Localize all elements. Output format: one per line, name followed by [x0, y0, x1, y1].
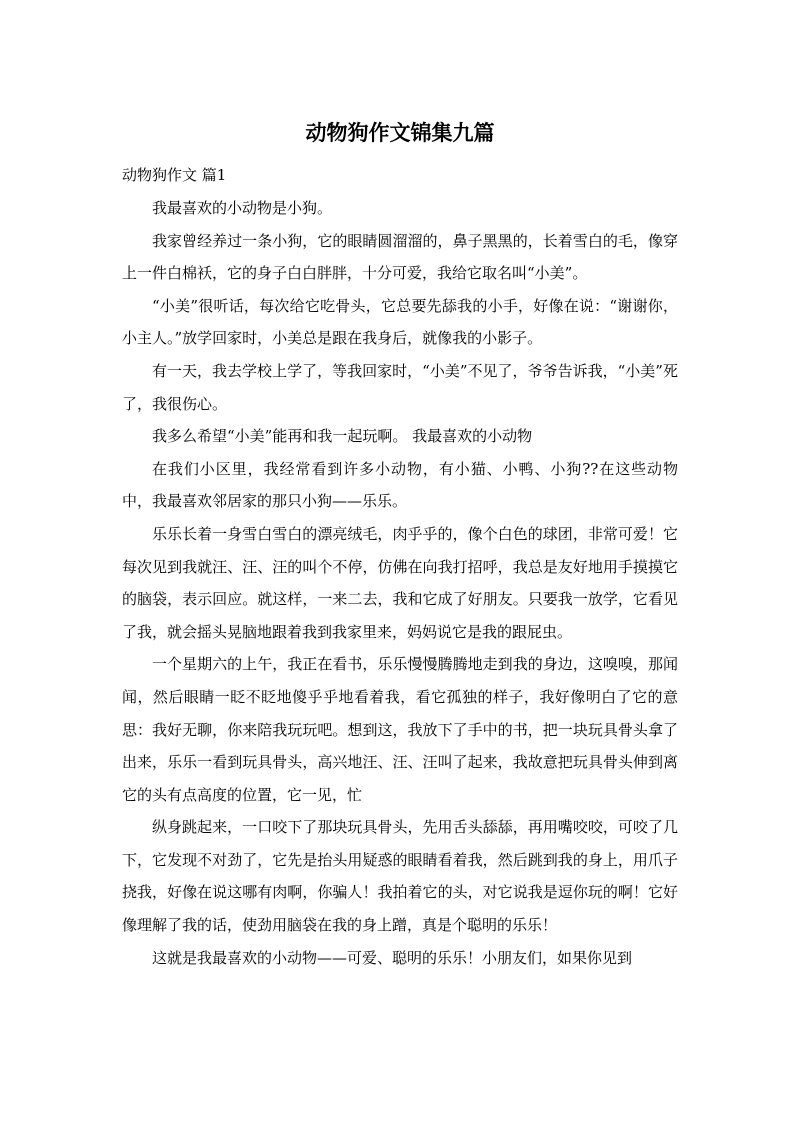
- paragraph: 纵身跳起来，一口咬下了那块玩具骨头，先用舌头舔舔，再用嘴咬咬，可咬了几下，它发现不对劲了，它先是抬头用疑惑的眼睛看着我，然后跳到我的身上，用爪子挠我，好像在说这哪有肉啊，你骗人！我拍着它的头，对它说我是逗你玩的啊！它好像理解了我的话，使劲用脑袋在我的身上蹭，真是个聪明的乐乐！: [122, 818, 678, 935]
- paragraph: 乐乐长着一身雪白雪白的漂亮绒毛，肉乎乎的，像个白色的球团，非常可爱！它每次见到我就汪、汪、汪的叫个不停，仿佛在向我打招呼，我总是友好地用手摸摸它的脑袋，表示回应。就这样，一来二去，我和它成了好朋友。只要我一放学，它看见了我，就会摇头晃脑地跟着我到我家里来，妈妈说它是我的跟屁虫。: [122, 524, 678, 641]
- paragraph: 这就是我最喜欢的小动物——可爱、聪明的乐乐！小朋友们，如果你见到: [152, 948, 633, 967]
- paragraph: 我最喜欢的小动物是小狗。: [152, 199, 333, 217]
- paragraph: 一个星期六的上午，我正在看书，乐乐慢慢腾腾地走到我的身边，这嗅嗅，那闻闻，然后眼睛一眨不眨地傻乎乎地看着我，看它孤独的样子，我好像明白了它的意思：我好无聊，你来陪我玩玩吧。想到这，我放下了手中的书，把一块玩具骨头拿了出来，乐乐一看到玩具骨头，高兴地汪、汪、汪叫了起来，我故意把玩具骨头伸到离它的头有点高度的位置，它一见，忙: [122, 655, 678, 804]
- section-heading: 动物狗作文 篇1: [122, 166, 227, 184]
- paragraph: 我多么希望“小美”能再和我一起玩啊。 我最喜欢的小动物: [152, 427, 533, 446]
- paragraph: 有一天，我去学校上学了，等我回家时，“小美”不见了，爷爷告诉我，“小美”死了，我很伤心。: [122, 361, 678, 413]
- document-body: [122, 192, 678, 974]
- paragraph: “小美”很听话，每次给它吃骨头，它总要先舔我的小手，好像在说：“谢谢你，小主人。”放学回家时，小美总是跟在我身后，就像我的小影子。: [122, 296, 678, 348]
- document-title: 动物狗作文锦集九篇: [305, 121, 495, 145]
- paragraph: 在我们小区里，我经常看到许多小动物，有小猫、小鸭、小狗??在这些动物中，我最喜欢邻居家的那只小狗——乐乐。: [122, 459, 678, 511]
- paragraph: 我家曾经养过一条小狗，它的眼睛圆溜溜的，鼻子黑黑的，长着雪白的毛，像穿上一件白棉袄，它的身子白白胖胖，十分可爱，我给它取名叫“小美”。: [122, 231, 678, 283]
